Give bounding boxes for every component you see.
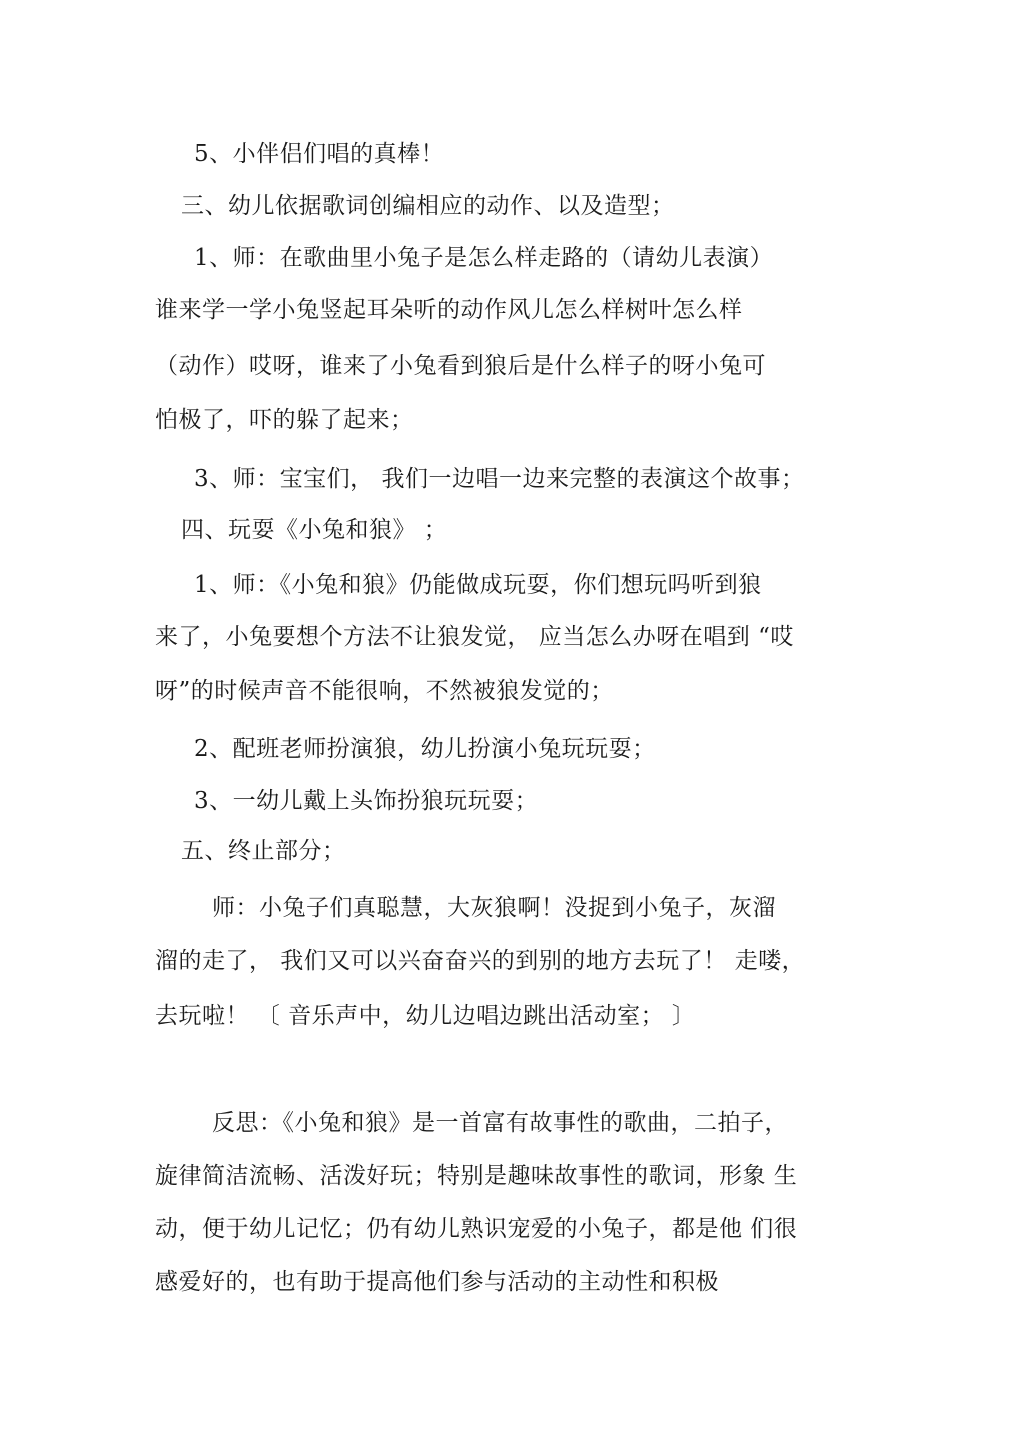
- text-line: 去玩啦！ 〔 音乐声中，幼儿边唱边跳出活动室； 〕: [155, 1003, 696, 1029]
- text-line: 2、配班老师扮演狼，幼儿扮演小兔玩玩耍；: [194, 736, 656, 762]
- text-line: 呀”的时候声音不能很响，不然被狼发觉的；: [155, 678, 614, 704]
- text-line: 1、师：《小兔和狼》仍能做成玩耍，你们想玩吗听到狼: [194, 572, 762, 598]
- text-line: 怕极了，吓的躲了起来；: [155, 407, 414, 433]
- text-line: 3、师：宝宝们， 我们一边唱一边来完整的表演这个故事；: [194, 466, 805, 492]
- section-heading: 五、终止部分；: [181, 838, 346, 864]
- reflection-line: 反思：《小兔和狼》是一首富有故事性的歌曲，二拍子，: [212, 1110, 788, 1136]
- reflection-line: 动，便于幼儿记忆；仍有幼儿熟识宠爱的小兔子，都是他 们很: [155, 1216, 798, 1242]
- text-line: 5、小伴侣们唱的真棒！: [194, 141, 445, 167]
- section-heading: 三、幼儿依据歌词创编相应的动作、以及造型；: [181, 193, 675, 219]
- reflection-line: 感爱好的，也有助于提高他们参与活动的主动性和积极: [155, 1269, 719, 1295]
- text-line: 来了，小兔要想个方法不让狼发觉， 应当怎么办呀在唱到 “哎: [155, 624, 794, 650]
- text-line: （动作）哎呀，谁来了小兔看到狼后是什么样子的呀小兔可: [155, 353, 766, 379]
- section-heading: 四、玩耍《小兔和狼》 ；: [181, 517, 448, 543]
- text-line: 3、一幼儿戴上头饰扮狼玩玩耍；: [194, 788, 539, 814]
- text-line: 师：小兔子们真聪慧，大灰狼啊！没捉到小兔子，灰溜: [212, 895, 776, 921]
- text-line: 1、师：在歌曲里小兔子是怎么样走路的（请幼儿表演）: [194, 245, 774, 271]
- reflection-line: 旋律简洁流畅、活泼好玩；特别是趣味故事性的歌词，形象 生: [155, 1163, 798, 1189]
- text-line: 谁来学一学小兔竖起耳朵听的动作风儿怎么样树叶怎么样: [155, 297, 743, 323]
- text-line: 溜的走了， 我们又可以兴奋奋兴的到别的地方去玩了！ 走喽，: [155, 948, 806, 974]
